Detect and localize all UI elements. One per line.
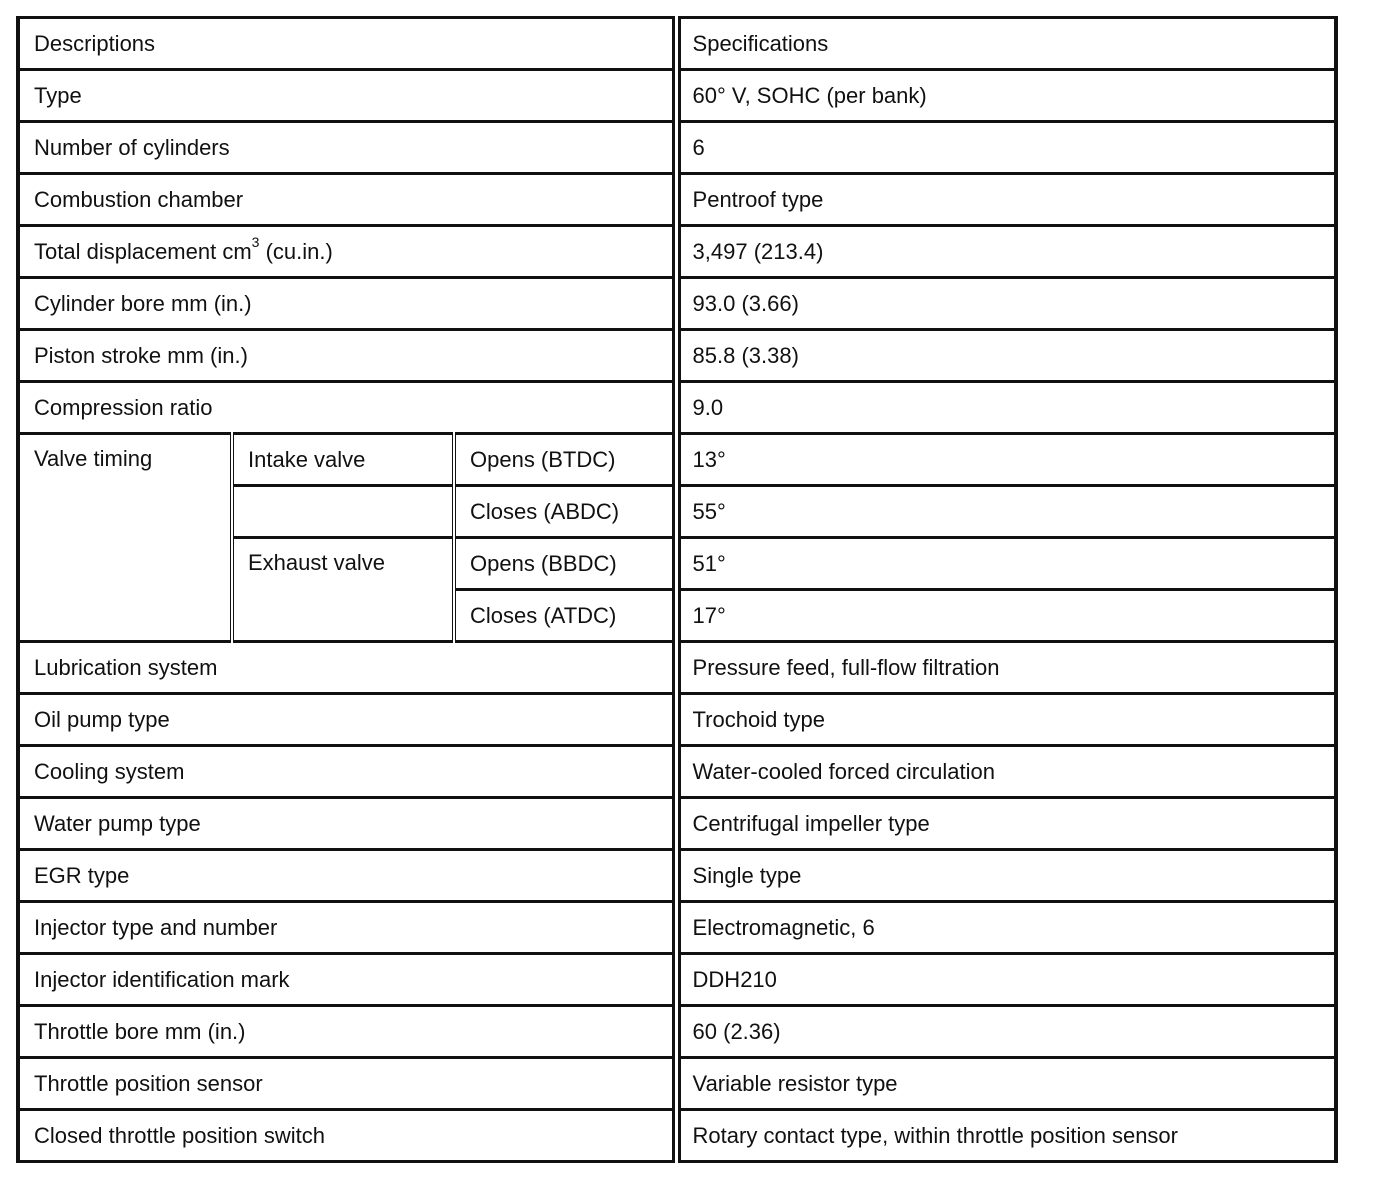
row-label: Throttle position sensor — [18, 1058, 676, 1110]
table-row — [18, 902, 1336, 954]
row-value: Variable resistor type — [676, 1058, 1336, 1110]
row-value: Trochoid type — [676, 694, 1336, 746]
exhaust-opens-label: Opens (BBDC) — [454, 538, 676, 590]
row-label — [18, 226, 676, 278]
header-descriptions: Descriptions — [18, 18, 676, 70]
row-value: 85.8 (3.38) — [676, 330, 1336, 382]
intake-valve-label: Intake valve — [232, 434, 454, 486]
row-label: EGR type — [18, 850, 676, 902]
row-label: Number of cylinders — [18, 122, 676, 174]
row-label: Throttle bore mm (in.) — [18, 1006, 676, 1058]
valve-timing-label: Valve timing — [18, 434, 232, 642]
row-value: Electromagnetic, 6 — [676, 902, 1336, 954]
row-value: 3,497 (213.4) — [676, 226, 1336, 278]
cubic-superscript: 3 — [251, 234, 260, 251]
table-row — [18, 226, 1336, 278]
row-value: Single type — [676, 850, 1336, 902]
row-label: Closed throttle position switch — [18, 1110, 676, 1162]
intake-opens-label: Opens (BTDC) — [454, 434, 676, 486]
intake-closes-value: 55° — [676, 486, 1336, 538]
exhaust-valve-label: Exhaust valve — [232, 538, 454, 642]
valve-timing-row — [18, 434, 1336, 486]
row-value: 60 (2.36) — [676, 1006, 1336, 1058]
intake-closes-label: Closes (ABDC) — [454, 486, 676, 538]
row-label: Piston stroke mm (in.) — [18, 330, 676, 382]
row-value: Rotary contact type, within throttle position sensor — [676, 1110, 1336, 1162]
intake-opens-value: 13° — [676, 434, 1336, 486]
table-row — [18, 1058, 1336, 1110]
row-label: Combustion chamber — [18, 174, 676, 226]
engine-specifications-table — [16, 16, 1338, 1163]
row-label: Type — [18, 70, 676, 122]
row-label: Cylinder bore mm (in.) — [18, 278, 676, 330]
displacement-label: Total displacement cm — [34, 238, 252, 264]
row-label: Injector identification mark — [18, 954, 676, 1006]
table-row — [18, 122, 1336, 174]
table-header-row — [18, 18, 1336, 70]
table-row — [18, 1110, 1336, 1162]
row-label: Lubrication system — [18, 642, 676, 694]
row-value: Centrifugal impeller type — [676, 798, 1336, 850]
table-row — [18, 798, 1336, 850]
row-value: DDH210 — [676, 954, 1336, 1006]
exhaust-closes-value: 17° — [676, 590, 1336, 642]
table-row — [18, 746, 1336, 798]
row-value: Pressure feed, full-flow filtration — [676, 642, 1336, 694]
row-label: Water pump type — [18, 798, 676, 850]
exhaust-opens-value: 51° — [676, 538, 1336, 590]
table-row — [18, 642, 1336, 694]
exhaust-closes-label: Closes (ATDC) — [454, 590, 676, 642]
row-value: 9.0 — [676, 382, 1336, 434]
row-label: Compression ratio — [18, 382, 676, 434]
row-label: Cooling system — [18, 746, 676, 798]
row-value: 6 — [676, 122, 1336, 174]
table-row — [18, 1006, 1336, 1058]
table-row — [18, 850, 1336, 902]
table-row — [18, 278, 1336, 330]
row-label: Oil pump type — [18, 694, 676, 746]
table-row — [18, 694, 1336, 746]
table-row — [18, 330, 1336, 382]
row-value: 93.0 (3.66) — [676, 278, 1336, 330]
row-value: Water-cooled forced circulation — [676, 746, 1336, 798]
row-label: Injector type and number — [18, 902, 676, 954]
table-row — [18, 382, 1336, 434]
table-row — [18, 174, 1336, 226]
displacement-unit: (cu.in.) — [259, 238, 333, 264]
intake-valve-blank — [232, 486, 454, 538]
row-value: Pentroof type — [676, 174, 1336, 226]
table-row — [18, 954, 1336, 1006]
header-specifications: Specifications — [676, 18, 1336, 70]
table-row — [18, 70, 1336, 122]
row-value: 60° V, SOHC (per bank) — [676, 70, 1336, 122]
